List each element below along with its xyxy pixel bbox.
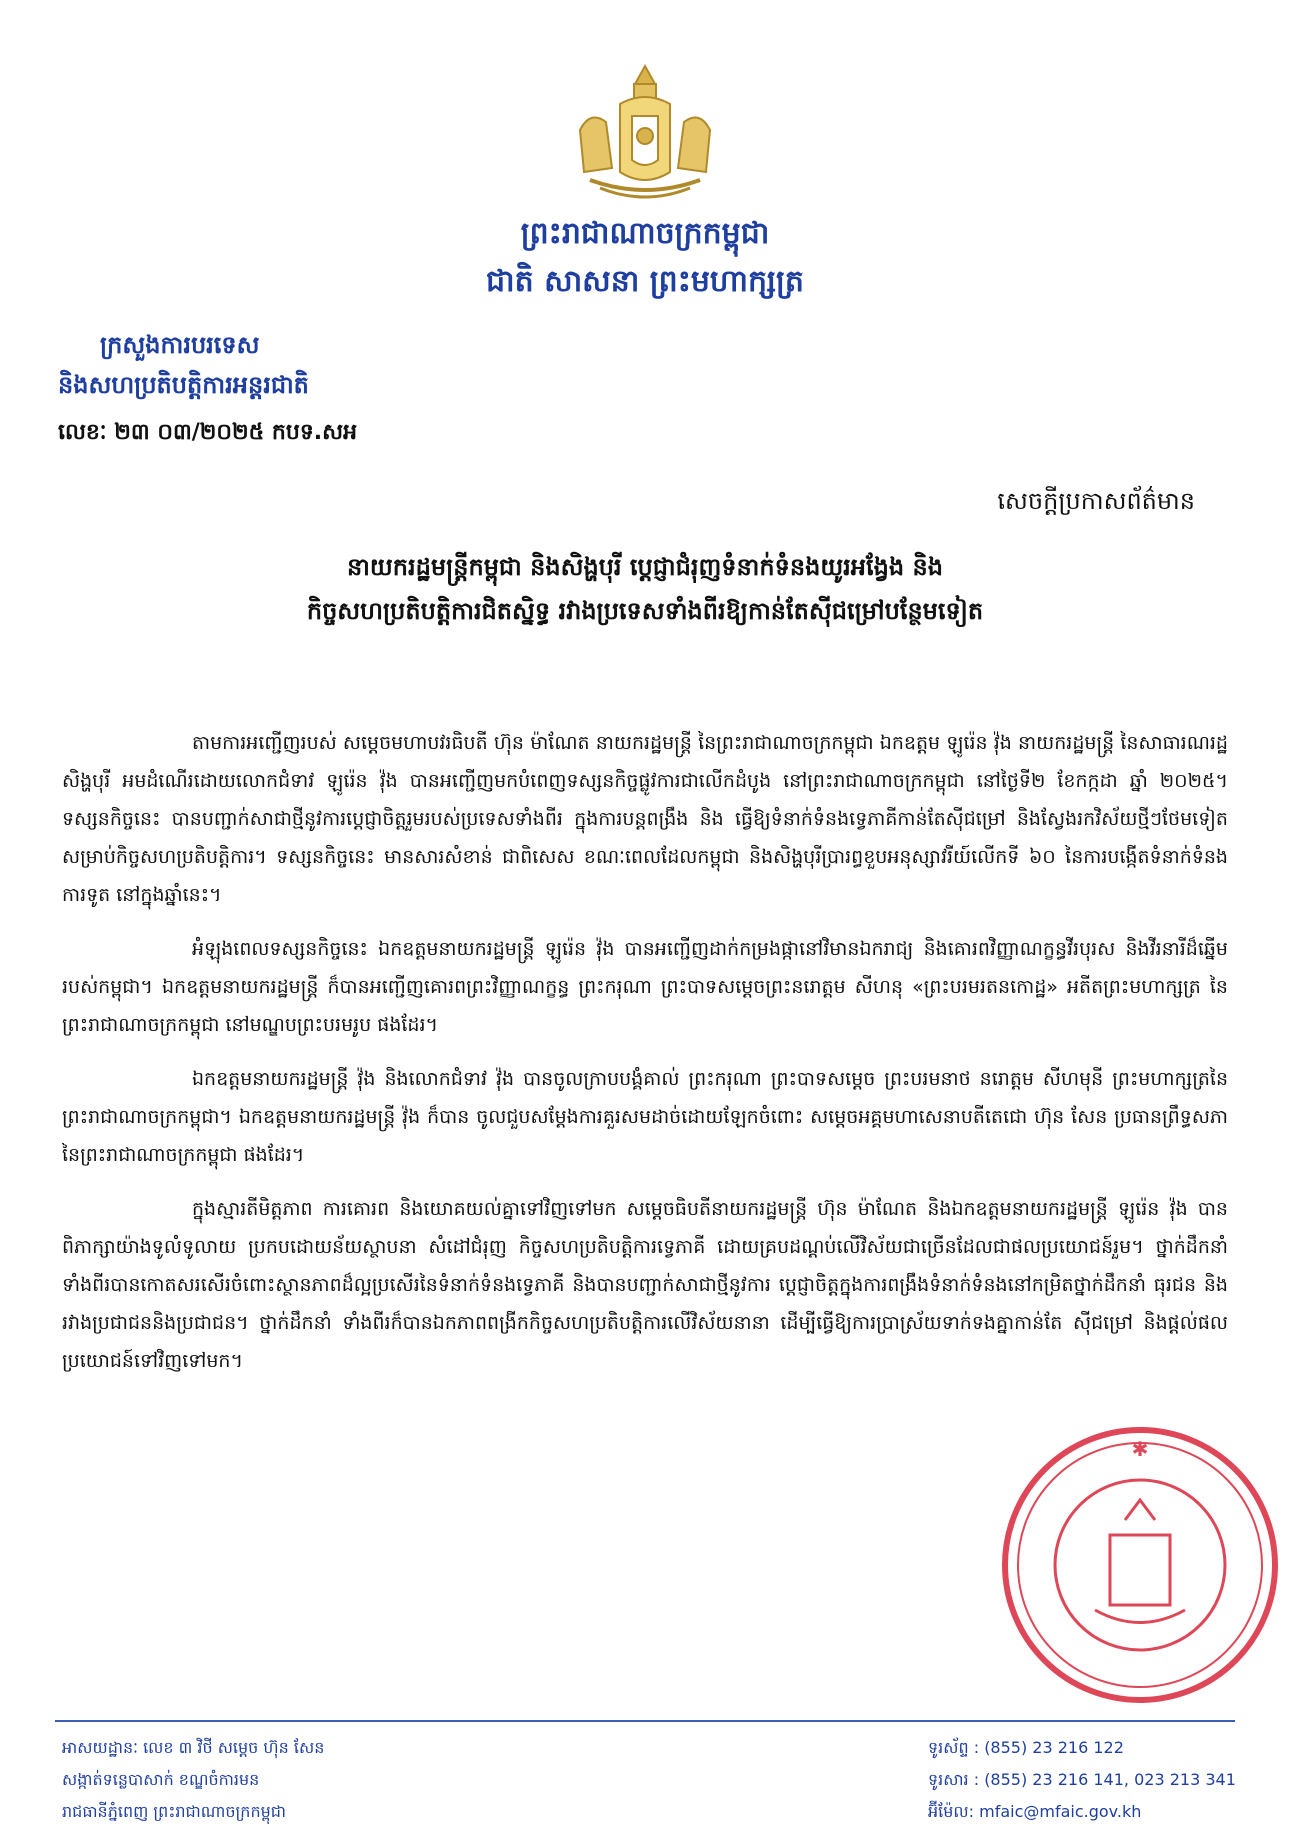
footer-contact — [928, 1732, 1236, 1828]
paragraph-1: តាមការអញ្ជើញរបស់ សម្តេចមហាបវរធិបតី ហ៊ុន ម៉ាណែត នាយករដ្ឋមន្ត្រី នៃព្រះរាជាណាចក្រកម្ពុជា ឯកឧត្តម ឡូរ៉េន វ៉ុង នាយករដ្ឋមន្ត្រី នៃសាធារណរដ្ឋសិង្ហបុរី អមដំណើរដោយលោកជំទាវ ឡូរ៉េន វ៉ុង បានអញ្ជើញមកបំពេញទស្សនកិច្ចផ្លូវការជាលើកដំបូង នៅព្រះរាជាណាចក្រកម្ពុជា នៅថ្ងៃទី២ ខែកក្កដា ឆ្នាំ ២០២៥។ ទស្សនកិច្ចនេះ បានបញ្ជាក់សាជាថ្មីនូវការប្តេជ្ញាចិត្តរួមរបស់ប្រទេសទាំងពីរ ក្នុងការបន្តពង្រឹង និង ធ្វើឱ្យទំនាក់ទំនងទ្វេភាគីកាន់តែស៊ីជម្រៅ និងស្វែងរកវិស័យថ្មីៗថែមទៀតសម្រាប់កិច្ចសហប្រតិបត្តិការ។ ទស្សនកិច្ចនេះ មានសារសំខាន់ ជាពិសេស ខណៈពេលដែលកម្ពុជា និងសិង្ហបុរីប្រារព្ធខួបអនុស្សាវរីយ៍លើកទី ៦០ នៃការបង្កើតទំនាក់ទំនងការទូត នៅក្នុងឆ្នាំនេះ។ — [62, 732, 1228, 906]
fax-number: ទូរសារ : (855) 23 216 141, 023 213 341 — [928, 1770, 1236, 1789]
royal-coat-of-arms-icon — [560, 60, 730, 210]
paragraph-2: អំឡុងពេលទស្សនកិច្ចនេះ ឯកឧត្តមនាយករដ្ឋមន្ត្រី ឡូរ៉េន វ៉ុង បានអញ្ជើញដាក់កម្រងផ្កានៅវិមានឯករាជ្យ និងគោរពវិញ្ញាណក្ខន្ធវីរបុរស និងវីរនារីដ៏ឆ្នើមរបស់កម្ពុជា។ ឯកឧត្តមនាយករដ្ឋមន្ត្រី ក៏បានអញ្ជើញគោរពព្រះវិញ្ញាណក្ខន្ធ ព្រះករុណា ព្រះបាទសម្តេចព្រះនរោត្តម សីហនុ «ព្រះបរមរតនកោដ្ឋ» អតីតព្រះមហាក្សត្រ នៃព្រះរាជាណាចក្រកម្ពុជា នៅមណ្ឌបព្រះបរមរូប ផងដែរ។ — [62, 938, 1228, 1036]
ministry-name-line2: និងសហប្រតិបត្តិការអន្តរជាតិ — [58, 371, 309, 399]
kingdom-title: ព្រះរាជាណាចក្រកម្ពុជា — [520, 216, 770, 251]
national-motto: ជាតិ សាសនា ព្រះមហាក្សត្រ — [486, 264, 804, 299]
ministry-name-line1: ក្រសួងការបរទេស — [100, 331, 260, 359]
paragraph-4: ក្នុងស្មារតីមិត្តភាព ការគោរព និងយោគយល់គ្នាទៅវិញទៅមក សម្តេចធិបតីនាយករដ្ឋមន្ត្រី ហ៊ុន ម៉ាណែត និងឯកឧត្តមនាយករដ្ឋមន្ត្រី ឡូរ៉េន វ៉ុង បានពិភាក្សាយ៉ាងទូលំទូលាយ ប្រកបដោយន័យស្ថាបនា សំដៅជំរុញ កិច្ចសហប្រតិបត្តិការទ្វេភាគី ដោយគ្របដណ្តប់លើវិស័យជាច្រើនដែលជាផលប្រយោជន៍រួម។ ថ្នាក់ដឹកនាំ ទាំងពីរបានកោតសរសើរចំពោះស្ថានភាពដ៏ល្អប្រសើរនៃទំនាក់ទំនងទ្វេភាគី និងបានបញ្ជាក់សាជាថ្មីនូវការ ប្តេជ្ញាចិត្តក្នុងការពង្រឹងទំនាក់ទំនងនៅកម្រិតថ្នាក់ដឹកនាំ ធុរជន និងរវាងប្រជាជននិងប្រជាជន។ ថ្នាក់ដឹកនាំ ទាំងពីរក៏បានឯកភាពពង្រីកកិច្ចសហប្រតិបត្តិការលើវិស័យនានា ដើម្បីធ្វើឱ្យការប្រាស្រ័យទាក់ទងគ្នាកាន់តែ ស៊ីជម្រៅ និងផ្តល់ផលប្រយោជន៍ទៅវិញទៅមក។ — [62, 1198, 1228, 1372]
address-line1: អាសយដ្ឋានៈ លេខ ៣ វិថី សម្តេច ហ៊ុន សែន — [62, 1738, 325, 1757]
footer-divider — [55, 1720, 1235, 1722]
press-release-label: សេចក្តីប្រកាសព័ត៌មាន — [997, 487, 1195, 515]
document-number: លេខៈ ២៣ ០៣/២០២៥ កបទ.សអ — [58, 420, 358, 445]
svg-text:✱: ✱ — [1131, 1437, 1149, 1461]
email-address[interactable]: អ៊ីម៉ែល: mfaic@mfaic.gov.kh — [928, 1802, 1142, 1821]
ministry-seal-icon — [995, 1420, 1285, 1710]
footer-address — [62, 1732, 324, 1828]
phone-number: ទូរស័ព្ទ : (855) 23 216 122 — [928, 1738, 1124, 1757]
headline-line2: កិច្ចសហប្រតិបត្តិការជិតស្និទ្ធ រវាងប្រទេសទាំងពីរឱ្យកាន់តែស៊ីជម្រៅបន្ថែមទៀត — [306, 597, 984, 625]
address-line3: រាជធានីភ្នំពេញ ព្រះរាជាណាចក្រកម្ពុជា — [62, 1802, 286, 1821]
paragraph-3: ឯកឧត្តមនាយករដ្ឋមន្ត្រី វ៉ុង និងលោកជំទាវ វ៉ុង បានចូលក្រាបបង្គំគាល់ ព្រះករុណា ព្រះបាទសម្តេច ព្រះបរមនាថ នរោត្តម សីហមុនី ព្រះមហាក្សត្រនៃព្រះរាជាណាចក្រកម្ពុជា។ ឯកឧត្តមនាយករដ្ឋមន្ត្រី វ៉ុង ក៏បាន ចូលជួបសម្តែងការគួរសមដាច់ដោយឡែកចំពោះ សម្តេចអគ្គមហាសេនាបតីតេជោ ហ៊ុន សែន ប្រធានព្រឹទ្ធសភា នៃព្រះរាជាណាចក្រកម្ពុជា ផងដែរ។ — [62, 1068, 1228, 1166]
address-line2: សង្កាត់ទន្លេបាសាក់ ខណ្ឌចំការមន — [62, 1770, 260, 1789]
headline-line1: នាយករដ្ឋមន្ត្រីកម្ពុជា និងសិង្ហបុរី ប្តេជ្ញាជំរុញទំនាក់ទំនងយូរអង្វែង និង — [347, 553, 943, 581]
body-text — [62, 724, 1228, 1396]
